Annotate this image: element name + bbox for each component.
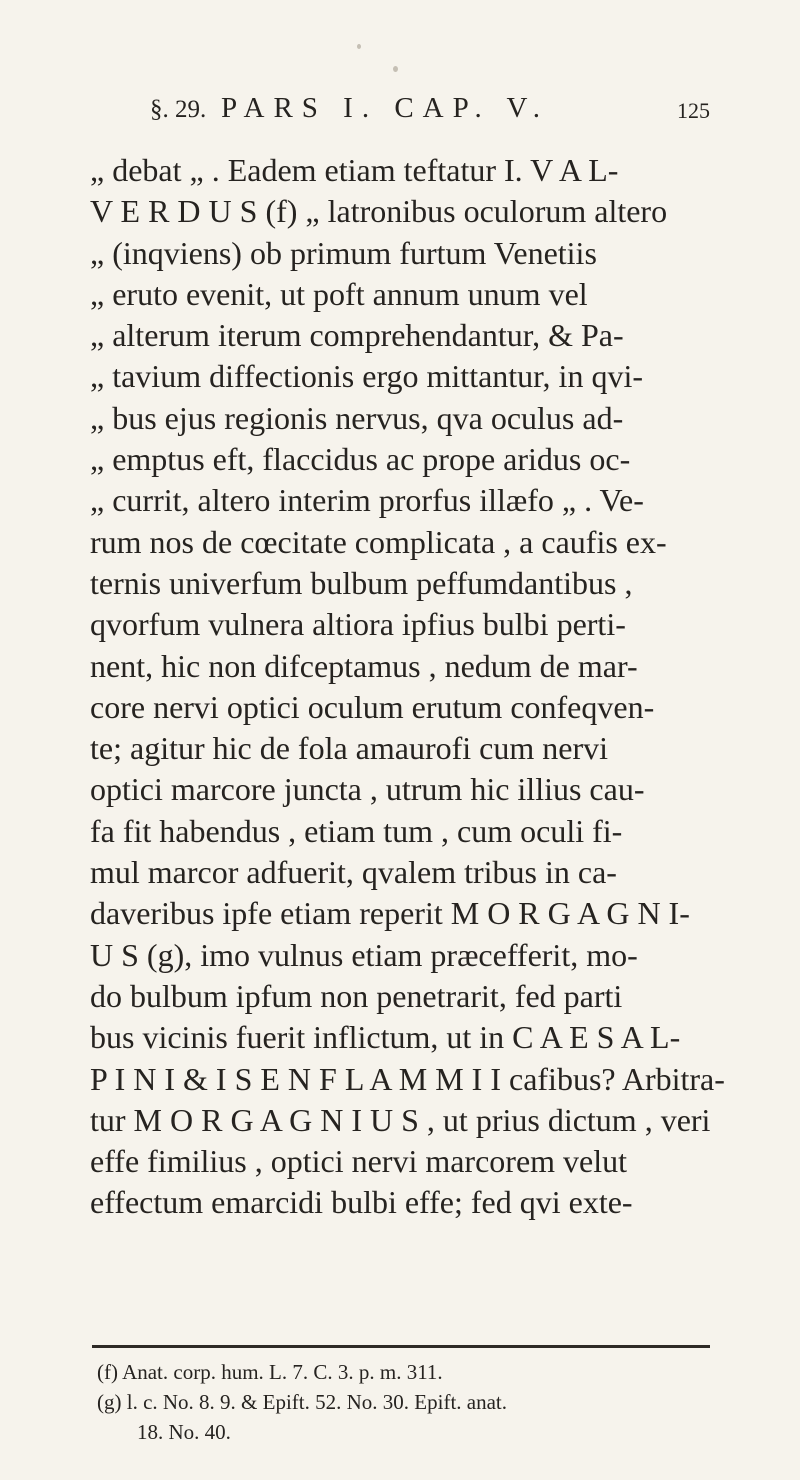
text-line: „ tavium diffectionis ergo mittantur, in qvi- [90,358,643,395]
footnote-rule [92,1345,710,1348]
running-title: PARS I. CAP. V. [221,92,549,124]
text-line: tur M O R G A G N I U S , ut prius dictum , veri [90,1101,711,1138]
text-line: bus vicinis fuerit inflictum, ut in C A E S A L- [90,1019,681,1056]
footnote-g-continuation: 18. No. 40. [137,1420,231,1444]
text-line: ternis univerfum bulbum peffumdantibus , [90,564,633,601]
body-text [90,150,725,1224]
section-number: §. 29. [150,96,207,123]
text-line: rum nos de cœcitate complicata , a caufis ex- [90,523,667,560]
running-header [150,92,710,132]
text-line: P I N I & I S E N F L A M M I I cafibus? Arbitra- [90,1060,725,1097]
text-line: do bulbum ipfum non penetrarit, fed parti [90,977,623,1014]
text-line: mul marcor adfuerit, qvalem tribus in ca- [90,854,617,891]
text-line: qvorfum vulnera altiora ipfius bulbi perti- [90,606,626,643]
text-line: V E R D U S (f) „ latronibus oculorum altero [90,193,668,230]
footnote-g: (g) l. c. No. 8. 9. & Epift. 52. No. 30. Epift. anat. [97,1390,508,1414]
text-line: U S (g), imo vulnus etiam præcefferit, mo- [90,936,638,973]
footnotes [97,1357,710,1447]
text-line: „ alterum iterum comprehendantur, & Pa- [90,317,624,354]
text-line: „ currit, altero interim prorfus illæfo „ . Ve- [90,482,644,519]
text-line: daveribus ipfe etiam reperit M O R G A G N I- [90,895,690,932]
text-line: fa fit habendus , etiam tum , cum oculi fi- [90,812,623,849]
text-line: te; agitur hic de fola amaurofi cum nervi [90,730,609,767]
ink-speck [357,44,361,49]
text-line: nent, hic non difceptamus , nedum de mar- [90,647,638,684]
ink-speck [393,66,398,72]
text-line: „ bus ejus regionis nervus, qva oculus ad- [90,399,624,436]
text-line: effectum emarcidi bulbi effe; fed qvi exte- [90,1184,633,1221]
text-line: „ eruto evenit, ut poft annum unum vel [90,275,588,312]
text-line: optici marcore juncta , utrum hic illius cau- [90,771,645,808]
text-line: effe fimilius , optici nervi marcorem velut [90,1143,628,1180]
page-number: 125 [677,98,710,123]
text-line: „ (inqviens) ob primum furtum Venetiis [90,234,597,271]
text-line: „ debat „ . Eadem etiam teftatur I. V A L- [90,152,619,188]
footnote-f: (f) Anat. corp. hum. L. 7. C. 3. p. m. 311. [97,1360,443,1384]
text-line: core nervi optici oculum erutum confeqven- [90,688,655,725]
text-line: „ emptus eft, flaccidus ac prope aridus oc- [90,441,631,478]
